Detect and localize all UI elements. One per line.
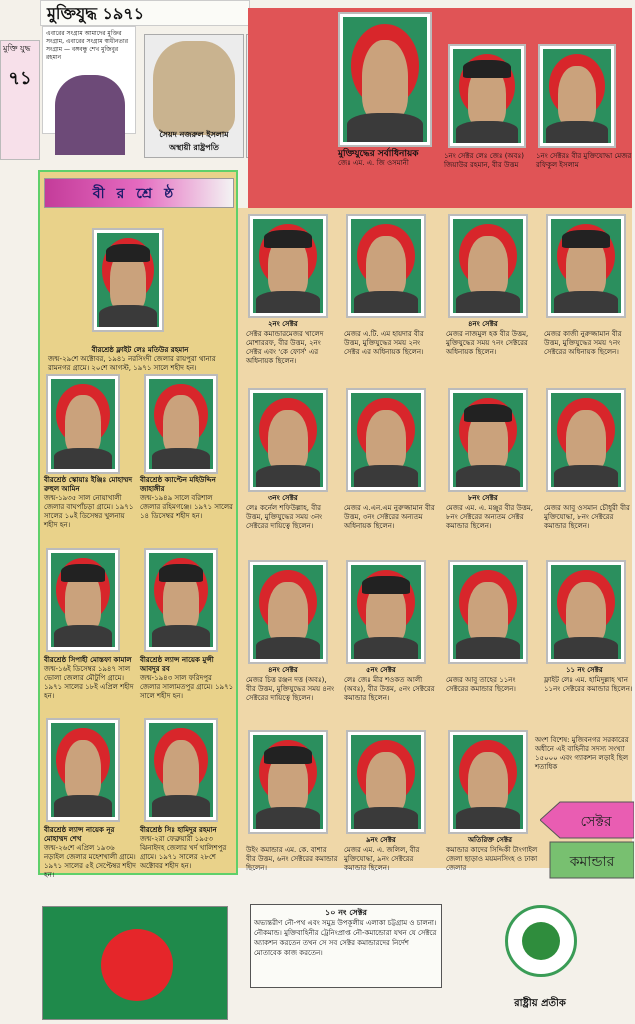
bir-portrait (144, 718, 218, 822)
sector-commander-caption: মেজর এম. এ. মঞ্জুর বীর উত্তম, ৮নং সেক্টরের অন্যতম সেক্টর কমান্ডার ছিলেন। (446, 504, 533, 530)
note-heading: ১০ নং সেক্টর (325, 908, 367, 917)
aside-note: অংশ বিশেষ: মুজিবনগর সরকারের অধীনে এই বাহিনীর সদস্য সংখ্যা ১৫০০০ এবং গ্যাকশন লড়াই ছিল শতাধিক (535, 736, 629, 771)
bangabandhu-portrait (55, 75, 125, 155)
bir-caption: বীরশ্রেষ্ঠ সিঃ হামিদুর রহমান জন্ম-২রা ফেব্রুয়ারী ১৯৫৩ ঝিনাইদহ জেলার খর্দ খালিশপুর গ্রামে। ১৯৭১ সালের ২৮শে অক্টোবর শহীদ হন। (140, 826, 227, 870)
bir-caption: বীরশ্রেষ্ঠ ল্যান্স নায়েক মুন্সী আবদুর রব জন্ম-১৯৪৩ সাল ফরিদপুর জেলার সালামতপুর গ্রামে। ১৯৭১ সালে শহীদ হন। (140, 656, 234, 700)
sector-label: ৩নং সেক্টর (268, 494, 298, 502)
sector-portrait (248, 560, 328, 664)
bir-portrait (144, 548, 218, 652)
sector-label: ৮নং সেক্টর (468, 494, 498, 502)
commander-caption: ১নং সেক্টর লেঃ জেঃ (অবঃ) জিয়াউর রহমান, বীর উত্তম (444, 152, 524, 169)
sector-portrait (346, 388, 426, 492)
leader-caption: সৈয়দ নজরুল ইসলাম অস্থায়ী রাষ্ট্রপতি (159, 130, 229, 152)
sector-commander-caption: কমান্ডার কাদের সিদ্দিকী টাংগাইল জেলা ছাড়াও ময়মনসিংহ ও ঢাকা জেলার (446, 846, 538, 872)
sector-portrait (448, 214, 528, 318)
side-badge-label: মুক্তি যুদ্ধ (3, 44, 31, 53)
side-badge-year: ৭১ (8, 68, 32, 89)
sector-commander-caption: মেজর চিত্ত রঞ্জন দত্ত (অবঃ), বীর উত্তম, মুক্তিযুদ্ধের সময় ৪নং সেক্টরের দায়িত্বে ছিলেন। (246, 676, 335, 702)
sector-commander-caption: মেজর এ.টি. এম হায়দার বীর উত্তম, মুক্তিযুদ্ধের সময় ২নং সেক্টর এর অধিনায়ক ছিলেন। (344, 330, 424, 356)
sector-portrait (546, 214, 626, 318)
quote-text: এবারের সংগ্রাম আমাদের মুক্তির সংগ্রাম, এবারের সংগ্রাম স্বাধীনতার সংগ্রাম — বঙ্গবন্ধু শেখ মুজিবুর রহমান (46, 30, 129, 61)
sector-commander-caption: মেজর আবু তাহের ১১নং সেক্টরের কমান্ডার ছিলেন। (446, 676, 516, 693)
sector-portrait (448, 388, 528, 492)
commander-caption: ১নং সেক্টরঃ বীর মুক্তিযোদ্ধা মেজর রফিকুল ইসলাম (536, 152, 632, 169)
bir-caption: বীরশ্রেষ্ঠ স্কোয়াঃ ইঞ্জিঃ মোহাম্মদ রুহুল আমিন জন্ম-১৯৩৫ সাল নোয়াখালী জেলার বাঘপাঁচড়া গ্রামে। ১৯৭১ সালের ১০ই ডিসেম্বর খুলনায় শহীদ হন। (44, 476, 134, 529)
bir-caption: বীরশ্রেষ্ঠ ফ্লাইট লেঃ মতিউর রহমান জন্ম-২৯শে অক্টোবর, ১৯৪১ নরসিংদী জেলার রায়পুরা থানার রামনগর গ্রামে। ২০শে আগস্ট, ১৯৭১ সালে শহীদ হন। (48, 346, 216, 372)
sector-commander-banner (540, 800, 634, 880)
sector-portrait (448, 560, 528, 664)
sector-label: ৪নং সেক্টর (268, 666, 298, 674)
sector-label: ২নং সেক্টর (268, 320, 298, 328)
bir-portrait (46, 374, 120, 474)
bir-sreshtho-banner: বীরশ্রেষ্ঠ (44, 178, 234, 208)
sector-commander-caption: উইং কমান্ডার এম. কে. বাশার বীর উত্তম, ৬নং সেক্টরের কমান্ডার ছিলেন। (246, 846, 338, 872)
banner-line1: সেক্টর (580, 814, 612, 830)
bir-portrait (46, 548, 120, 652)
sector-portrait (546, 388, 626, 492)
banner-line2: কমান্ডার (569, 854, 615, 870)
sector-commander-caption: লেঃ কর্নেল শফিউল্লাহ, বীর উত্তম, মুক্তিযুদ্ধের সময় ৩নং সেক্টরের দায়িত্বে ছিলেন। (246, 504, 323, 530)
sector-commander-caption: মেজর আবু ওসমান চৌধুরী বীর মুক্তিযোদ্ধা, ৮নং সেক্টরের কমান্ডার ছিলেন। (544, 504, 630, 530)
emblem-center (522, 922, 560, 960)
page-title (40, 0, 250, 26)
emblem-caption: রাষ্ট্রীয় প্রতীক (514, 998, 566, 1009)
bir-caption: বীরশ্রেষ্ঠ ল্যান্স নায়েক নূর মোহাম্মদ শেখ জন্ম-২৬শে এপ্রিল ১৯৩৬ নড়াইল জেলার মহেশখালী গ্রামে। ১৯৭১ সালের ৫ই সেপ্টেম্বর শহীদ হন। (44, 826, 136, 879)
sector-label: ১১ নং সেক্টর (566, 666, 603, 674)
sector-commander-caption: সেক্টর কমান্ডারমেজর খালেদ মোশাররফ, বীর উত্তম, ২নং সেক্টর এবং 'কে ফোর্স' এর অধিনায়ক ছিলেন। (246, 330, 324, 365)
sector-portrait (248, 730, 328, 834)
leader-photo (153, 41, 235, 135)
sector-label: ৯নং সেক্টর (366, 836, 396, 844)
flag-sun (101, 929, 173, 1001)
sector-portrait (248, 214, 328, 318)
sector-portrait (346, 560, 426, 664)
bangladesh-flag (42, 906, 228, 1020)
side-badge (0, 40, 40, 160)
commander-portrait (538, 44, 616, 148)
sector-commander-caption: মেজর এম. এ. জলিল, বীর মুক্তিযোদ্ধা, ৯নং সেক্টরের কমান্ডার ছিলেন। (344, 846, 420, 872)
sector-portrait (346, 730, 426, 834)
sector-portrait (346, 214, 426, 318)
bir-portrait (46, 718, 120, 822)
sector-portrait (248, 388, 328, 492)
sector-label: অতিরিক্ত সেক্টর (468, 836, 512, 844)
sector-commander-caption: মেজর নাজমুল হক বীর উত্তম, মুক্তিযুদ্ধের সময় ৭নং সেক্টরের অধিনায়ক ছিলেন। (446, 330, 529, 356)
sector-10-note (250, 904, 442, 988)
bir-caption: বীরশ্রেষ্ঠ ক্যাপ্টেন মহিউদ্দিন জাহাঙ্গীর জন্ম-১৯৪৯ সালে বরিশাল জেলার রহিমগঞ্জে। ১৯৭১ সালের ১৪ ডিসেম্বর শহীদ হন। (140, 476, 233, 520)
bir-portrait (144, 374, 218, 474)
sector-portrait (448, 730, 528, 834)
sector-commander-caption: মেজর কাজী নুরুজ্জামান বীর উত্তম, মুক্তিযুদ্ধের সময় ৭নং সেক্টরের অধিনায়ক ছিলেন। (544, 330, 622, 356)
state-emblem (505, 905, 577, 977)
sector-portrait (546, 560, 626, 664)
sector-label: ৫নং সেক্টর (366, 666, 396, 674)
commander-portrait (448, 44, 526, 148)
bir-caption: বীরশ্রেষ্ঠ সিপাহী মোস্তফা কামাল জন্ম-১৬ই ডিসেম্বর ১৯৪৭ সাল ভোলা জেলার মৌটুপি গ্রামে। ১৯৭১ সালের ১৮ই এপ্রিল শহীদ হন। (44, 656, 134, 700)
osmani-caption: মুক্তিযুদ্ধের সর্বাধিনায়ক জেঃ এম. এ. জি ওসমানী (338, 149, 419, 167)
sector-commander-caption: ফ্লাইট লেঃ এম. হামিদুল্লাহ খান ১১নং সেক্টরের কমান্ডার ছিলেন। (544, 676, 633, 693)
title-text: মুক্তিযুদ্ধ ১৯৭১ (47, 4, 145, 23)
commander-portrait (338, 12, 432, 147)
sector-label: ৪নং সেক্টর (468, 320, 498, 328)
sector-commander-caption: মেজর এ.এন.এম নুরুজ্জামান বীর উত্তম, ৩নং সেক্টরের অন্যতম অধিনায়ক ছিলেন। (344, 504, 435, 530)
leader-card (144, 34, 244, 158)
note-text: অভ্যন্তরীণ নৌ-পথ এবং সমুদ্র উপকূলীয় এলাকা চট্টগ্রাম ও চালনা। নৌকমান্ড। মুক্তিবাহিনীর ট্রেনিংপ্রাপ্ত নৌ-কমান্ডোরা যখন যে সেক্টরে অ্যাকশন করতেন তখন সে সব সেক্টর কমান্ডারদের নির্দেশ মোতাবেক কাজ করতেন। (254, 919, 437, 957)
sector-commander-caption: লেঃ জেঃ মীর শওকত আলী (অবঃ), বীর উত্তম, ৫নং সেক্টরের কমান্ডার ছিলেন। (344, 676, 435, 702)
bir-portrait (92, 228, 164, 332)
